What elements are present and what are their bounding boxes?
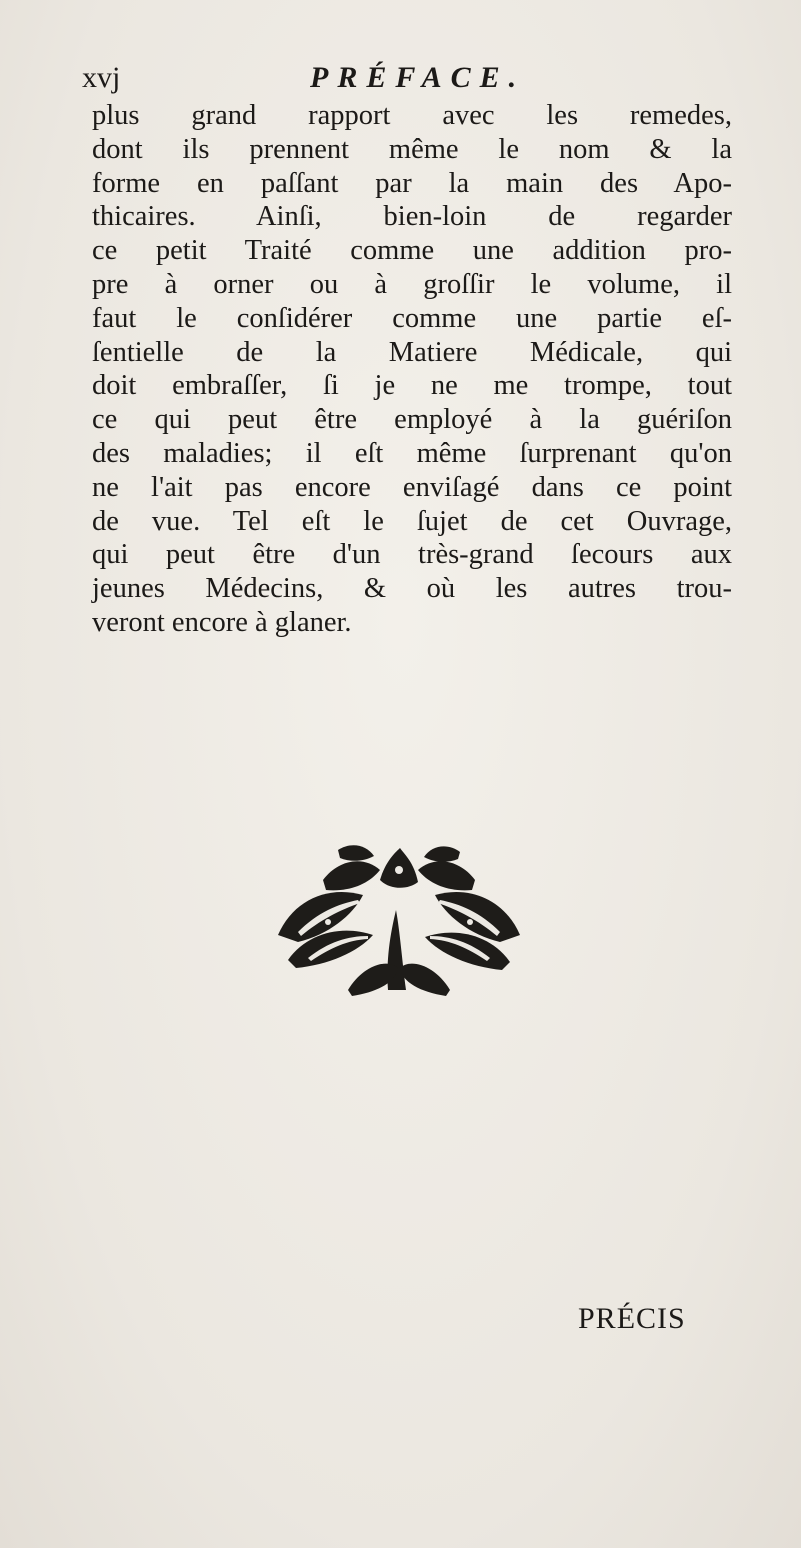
text-line: jeunes Médecins, & où les autres trou- (92, 573, 732, 605)
text-line: des maladies; il eſt même ſurprenant qu'on (92, 437, 732, 469)
text-line: veront encore à glaner. (92, 606, 352, 638)
text-line: forme en paſſant par la main des Apo- (92, 167, 732, 199)
text-line: ce petit Traité comme une addition pro- (92, 235, 732, 267)
text-line: ſentielle de la Matiere Médicale, qui (92, 336, 732, 368)
running-title: PRÉFACE. (310, 61, 526, 94)
text-line: qui peut être d'un très-grand ſecours aux (92, 539, 732, 571)
body-text (92, 99, 732, 640)
text-line: doit embraſſer, ſi je ne me trompe, tout (92, 370, 732, 402)
text-line: de vue. Tel eſt le ſujet de cet Ouvrage, (92, 505, 732, 537)
text-line: plus grand rapport avec les remedes, (92, 100, 732, 131)
text-line: ce qui peut être employé à la guériſon (92, 404, 732, 436)
text-line: faut le conſidérer comme une partie eſ- (92, 302, 732, 334)
text-line: thicaires. Ainſi, bien-loin de regarder (92, 201, 732, 233)
page-header (82, 58, 762, 98)
catchword: PRÉCIS (578, 1302, 686, 1335)
page-number: xvj (82, 61, 121, 94)
text-line: dont ils prennent même le nom & la (92, 133, 732, 165)
text-line: ne l'ait pas encore enviſagé dans ce point (92, 471, 732, 503)
text-line: pre à orner ou à groſſir le volume, il (92, 268, 732, 300)
foliage-ornament-icon (268, 840, 530, 1000)
